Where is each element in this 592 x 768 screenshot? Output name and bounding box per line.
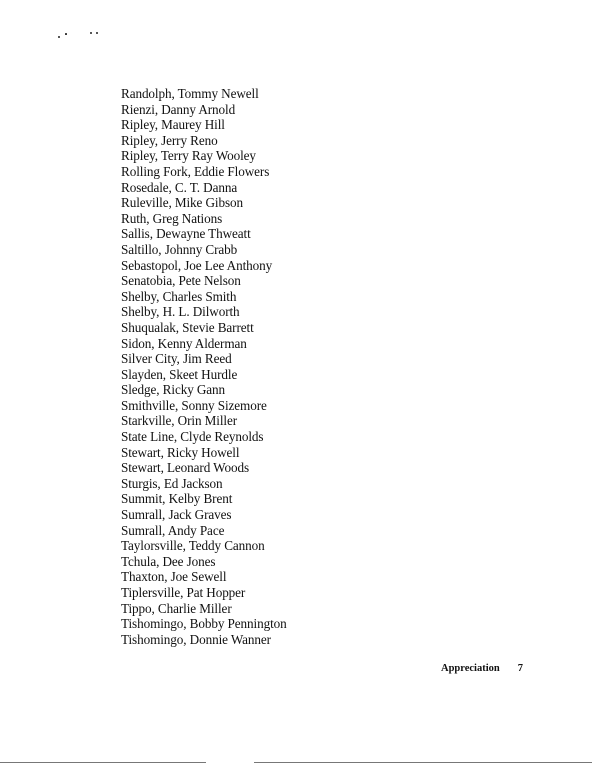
list-item: Rienzi, Danny Arnold (121, 101, 236, 117)
list-item: Tchula, Dee Jones (121, 553, 216, 569)
names-list (121, 86, 287, 647)
list-item: Taylorsville, Teddy Cannon (121, 538, 265, 554)
list-item: State Line, Clyde Reynolds (121, 429, 264, 445)
list-item: Sledge, Ricky Gann (121, 382, 226, 398)
footer-section-title: Appreciation (441, 663, 500, 674)
page-number: 7 (517, 663, 523, 674)
list-item: Ruleville, Mike Gibson (121, 195, 243, 211)
list-item: Tippo, Charlie Miller (121, 600, 232, 616)
list-item: Ripley, Jerry Reno (121, 132, 218, 148)
list-item: Sebastopol, Joe Lee Anthony (121, 257, 273, 273)
list-item: Starkville, Orin Miller (121, 413, 238, 429)
list-item: Ruth, Greg Nations (121, 210, 223, 226)
list-item: Tiplersville, Pat Hopper (121, 585, 246, 600)
list-item: Rolling Fork, Eddie Flowers (121, 163, 270, 179)
scan-specks (56, 28, 106, 42)
list-item: Shuqualak, Stevie Barrett (121, 319, 254, 335)
list-item: Summit, Kelby Brent (121, 491, 233, 507)
list-item: Tishomingo, Bobby Pennington (121, 616, 287, 632)
list-item: Sallis, Dewayne Thweatt (121, 226, 251, 242)
list-item: Sturgis, Ed Jackson (121, 475, 223, 491)
list-item: Sumrall, Andy Pace (121, 522, 225, 538)
list-item: Senatobia, Pete Nelson (121, 273, 241, 289)
scan-edge-line (254, 762, 592, 763)
page-footer (441, 663, 523, 674)
list-item: Smithville, Sonny Sizemore (121, 397, 267, 413)
list-item: Shelby, H. L. Dilworth (121, 304, 240, 320)
list-item: Sumrall, Jack Graves (121, 507, 232, 523)
list-item: Sidon, Kenny Alderman (121, 335, 247, 351)
list-item: Randolph, Tommy Newell (121, 86, 259, 101)
list-item: Slayden, Skeet Hurdle (121, 366, 238, 382)
list-item: Shelby, Charles Smith (121, 288, 237, 304)
scan-edge-line (0, 762, 206, 763)
list-item: Stewart, Leonard Woods (121, 460, 249, 476)
list-item: Tishomingo, Donnie Wanner (121, 631, 271, 647)
list-item: Rosedale, C. T. Danna (121, 179, 238, 195)
list-item: Ripley, Maurey Hill (121, 117, 225, 133)
list-item: Saltillo, Johnny Crabb (121, 241, 238, 257)
list-item: Ripley, Terry Ray Wooley (121, 148, 256, 164)
list-item: Stewart, Ricky Howell (121, 444, 240, 460)
list-item: Silver City, Jim Reed (121, 351, 232, 367)
list-item: Thaxton, Joe Sewell (121, 569, 227, 585)
